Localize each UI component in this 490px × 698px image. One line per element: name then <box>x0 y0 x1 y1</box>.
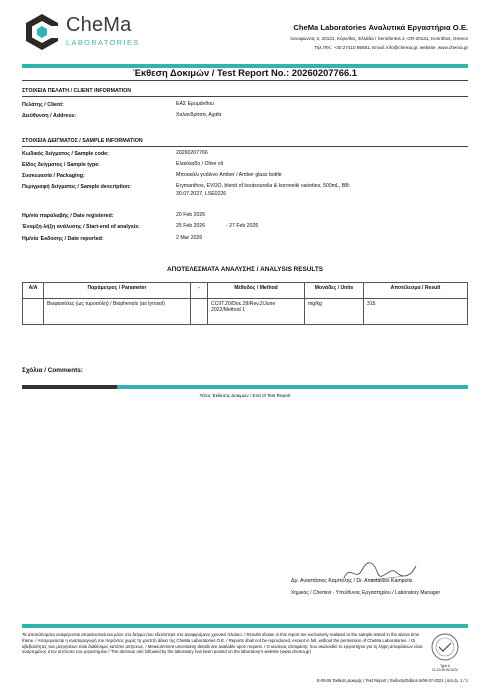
chema-logo-icon <box>22 12 62 52</box>
header-units: Μονάδες / Units <box>305 283 364 299</box>
header-result: Αποτέλεσμα / Result <box>364 283 468 299</box>
address-value: Χαλανδρίτσα, Αχαΐα <box>176 112 222 118</box>
client-value: ΕΑΣ Ερυμάνθου <box>176 101 215 107</box>
sample-code-value: 20260207766 <box>176 150 208 156</box>
header-parameter: Παράμετρος / Parameter <box>44 283 191 299</box>
table-row <box>23 299 468 325</box>
description-value: Erymanthos, EVOO, blend of koutsourelia & koroneiki varieties, 500mL, BB: 30.07.2027, LSE0226 <box>176 183 351 197</box>
header-no: Α/Α <box>23 283 44 299</box>
date-reported-label: Ημ/νία Έκδοσης / Date reported: <box>22 236 104 242</box>
results-title: ΑΠΟΤΕΛΕΣΜΑΤΑ ΑΝΑΛΥΣΗΣ / ANALYSIS RESULTS <box>167 266 323 273</box>
signatory-name: Δρ. Αναστάσιος Καμπόλης / Dr. Anastasios Kampolis <box>291 578 413 584</box>
sample-code-label: Κωδικός δείγματος / Sample code: <box>22 151 109 157</box>
analysis-dates-label: Έναρξη-λήξη ανάλυσης / Start-end of analysis: <box>22 224 140 230</box>
row-no <box>23 299 44 325</box>
company-name: ChеMa Laboratories Αναλυτικά Εργαστήρια Ο.Ε. <box>293 23 468 32</box>
sample-type-label: Είδος δείγματος / Sample type: <box>22 162 100 168</box>
packaging-label: Συσκευασία / Packaging: <box>22 173 85 179</box>
packaging-value: Μπουκάλι γυάλινο Amber / Amber glass bottle <box>176 172 282 178</box>
company-address-line2: Τηλ./Tel.: +30 27410 85681, Email: info@chema.gr, website: www.chema.gr <box>314 44 468 50</box>
row-mark <box>191 299 208 325</box>
company-address-line1: Ξενοφώντος 2, 20131, Κόρινθος, Ελλάδα / Xenofontos 2, GR-20131, Korinthos, Greece <box>289 36 468 41</box>
analysis-start-value: 25 Feb 2026 <box>176 223 206 229</box>
date-registered-value: 20 Feb 2026 <box>176 212 206 218</box>
sample-type-value: Ελαιόλαδο / Olive oil <box>176 161 223 167</box>
logo-name: CheMa <box>66 14 132 36</box>
end-divider-dark <box>22 385 117 389</box>
document-code: Ε-09.06 Έκθεση Δοκιμής / Test Report | Έκδοση/Edition 6/06-07-2021 | σελ./p. 1 / 1 <box>317 678 468 683</box>
row-parameter: Βιοφαινόλες (ως τυροσόλη) / Biophenols (as tyrosol) <box>44 299 191 325</box>
row-result: 315 <box>364 299 468 325</box>
sample-rule <box>22 146 468 147</box>
accreditation-seal-icon <box>430 632 460 662</box>
row-method: CCI/T.20/Doc.29/Rev.2/June 2022/Method 1 <box>208 299 305 325</box>
signatory-role: Χημικός / Chemist - Υπεύθυνος Εργαστηρίου / Laboratory Manager <box>291 590 441 596</box>
logo-subtitle: LABORATORIES <box>66 38 140 47</box>
results-header-row <box>23 283 468 299</box>
footer-divider <box>22 624 468 628</box>
company-address <box>138 35 468 52</box>
end-of-report: Τέλος Έκθεσης Δοκιμών / End of Test Report <box>199 393 291 398</box>
header-mark: - <box>191 283 208 299</box>
report-title: Έκθεση Δοκιμών / Test Report No.: 20260207766.1 <box>133 67 357 78</box>
results-table <box>22 282 468 325</box>
description-label: Περιγραφή δείγματος / Sample description: <box>22 184 131 190</box>
comments-label: Σχόλια / Comments: <box>22 367 83 374</box>
analysis-end-value: - 27 Feb 2026 <box>226 223 259 229</box>
date-registered-label: Ημ/νία παραλαβής / Date registered: <box>22 213 114 219</box>
address-label: Διεύθυνση / Address: <box>22 113 77 119</box>
client-label: Πελάτης / Client: <box>22 102 64 108</box>
title-rule <box>22 80 468 81</box>
client-section-header: ΣΤΟΙΧΕΙΑ ΠΕΛΑΤΗ / CLIENT INFORMATION <box>22 88 132 94</box>
sample-section-header: ΣΤΟΙΧΕΙΑ ΔΕΙΓΜΑΤΟΣ / SAMPLE INFORMATION <box>22 138 143 144</box>
client-rule <box>22 96 468 97</box>
footer-disclaimer: Τα αποτελέσματα αναφέρονται αποκλειστικά και μόνο στο δείγμα που εξετάστηκε στο αναφερόμενο χρονικό πλαίσιο. / Results shown in this report are exclusively realated to the sample tested in the above time frame. / Απαγορεύεται η αναπαραγωγή του παρόντος χωρίς τη γραπτή άδεια της ChеMa Laboratories Ο.Ε. / Reports shall not be reproduced, except in full, without the permission of ChеMa Laboratories. / Οι αβεβαιότητες των μετρήσεων είναι διαθέσιμες κατόπιν αιτήσεως. / Measurement uncertainty details are available upon request. / Ο κανόνας απόφασης που ακολουθεί το εργαστήριο για τη λήψη αποφάσεων είναι αναρτημένος στον ιστότοπο του εργαστηρίου / The decision rule followed by the laboratory has been posted on the laboratory's website (www.chema.gr) <box>22 632 423 655</box>
date-reported-value: 2 Mar 2026 <box>176 235 203 241</box>
header-method: Μέθοδος / Method <box>208 283 305 299</box>
seal-caption: Type A 01-12/19 00/11/24 <box>432 664 458 672</box>
row-units: mg/kg <box>305 299 364 325</box>
